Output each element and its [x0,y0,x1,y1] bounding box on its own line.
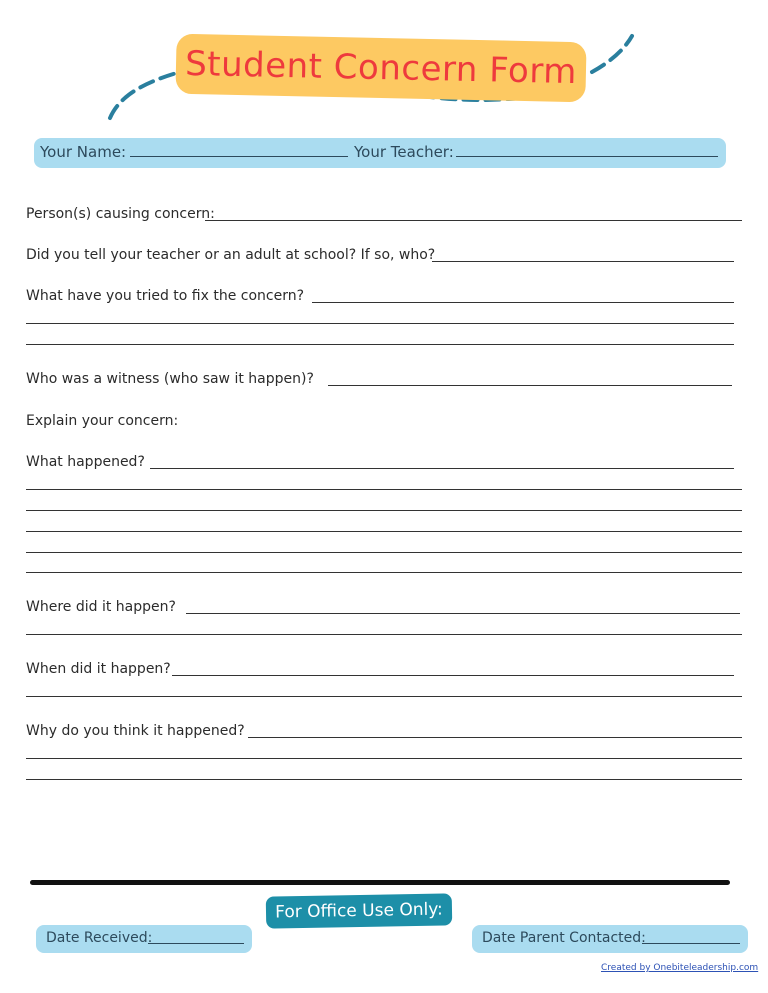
persons-causing-concern-label: Person(s) causing concern: [26,206,215,222]
explain-concern-label: Explain your concern: [26,413,179,429]
why-happened-label: Why do you think it happened? [26,723,245,739]
tried-fix-line-2[interactable] [26,323,734,324]
your-teacher-label: Your Teacher: [354,143,454,161]
where-happened-line-2[interactable] [26,634,742,635]
what-happened-line-3[interactable] [26,510,742,511]
persons-causing-concern-field[interactable] [205,220,742,221]
office-use-heading-text: For Office Use Only: [275,899,443,923]
date-parent-contacted-box [472,925,748,953]
told-adult-label: Did you tell your teacher or an adult at school? If so, who? [26,247,436,263]
footer-credit-link[interactable]: Created by Onebiteleadership.com [601,963,759,973]
page-title: Student Concern Form [184,43,578,93]
when-happened-label: When did it happen? [26,661,171,677]
why-happened-line-2[interactable] [26,758,742,759]
what-happened-line-2[interactable] [26,489,742,490]
where-happened-field[interactable] [186,613,740,614]
date-received-box [36,925,252,953]
date-parent-contacted-field[interactable] [642,943,740,944]
office-use-heading [266,893,453,928]
when-happened-field[interactable] [172,675,734,676]
your-teacher-field[interactable] [456,156,718,157]
date-parent-contacted-label: Date Parent Contacted: [482,930,646,946]
what-happened-line-6[interactable] [26,572,742,573]
your-name-field[interactable] [130,156,348,157]
what-happened-line-4[interactable] [26,531,742,532]
your-name-label: Your Name: [40,143,127,161]
what-happened-field[interactable] [150,468,734,469]
told-adult-field[interactable] [432,261,734,262]
title-banner [175,34,586,103]
where-happened-label: Where did it happen? [26,599,176,615]
date-received-label: Date Received: [46,930,153,946]
what-happened-label: What happened? [26,454,145,470]
tried-fix-line-3[interactable] [26,344,734,345]
why-happened-line-3[interactable] [26,779,742,780]
name-teacher-bar [34,138,726,168]
tried-fix-field[interactable] [312,302,734,303]
when-happened-line-2[interactable] [26,696,742,697]
why-happened-field[interactable] [248,737,742,738]
tried-fix-label: What have you tried to fix the concern? [26,288,305,304]
witness-field[interactable] [328,385,732,386]
what-happened-line-5[interactable] [26,552,742,553]
section-divider [30,880,730,885]
witness-label: Who was a witness (who saw it happen)? [26,371,314,387]
date-received-field[interactable] [148,943,244,944]
